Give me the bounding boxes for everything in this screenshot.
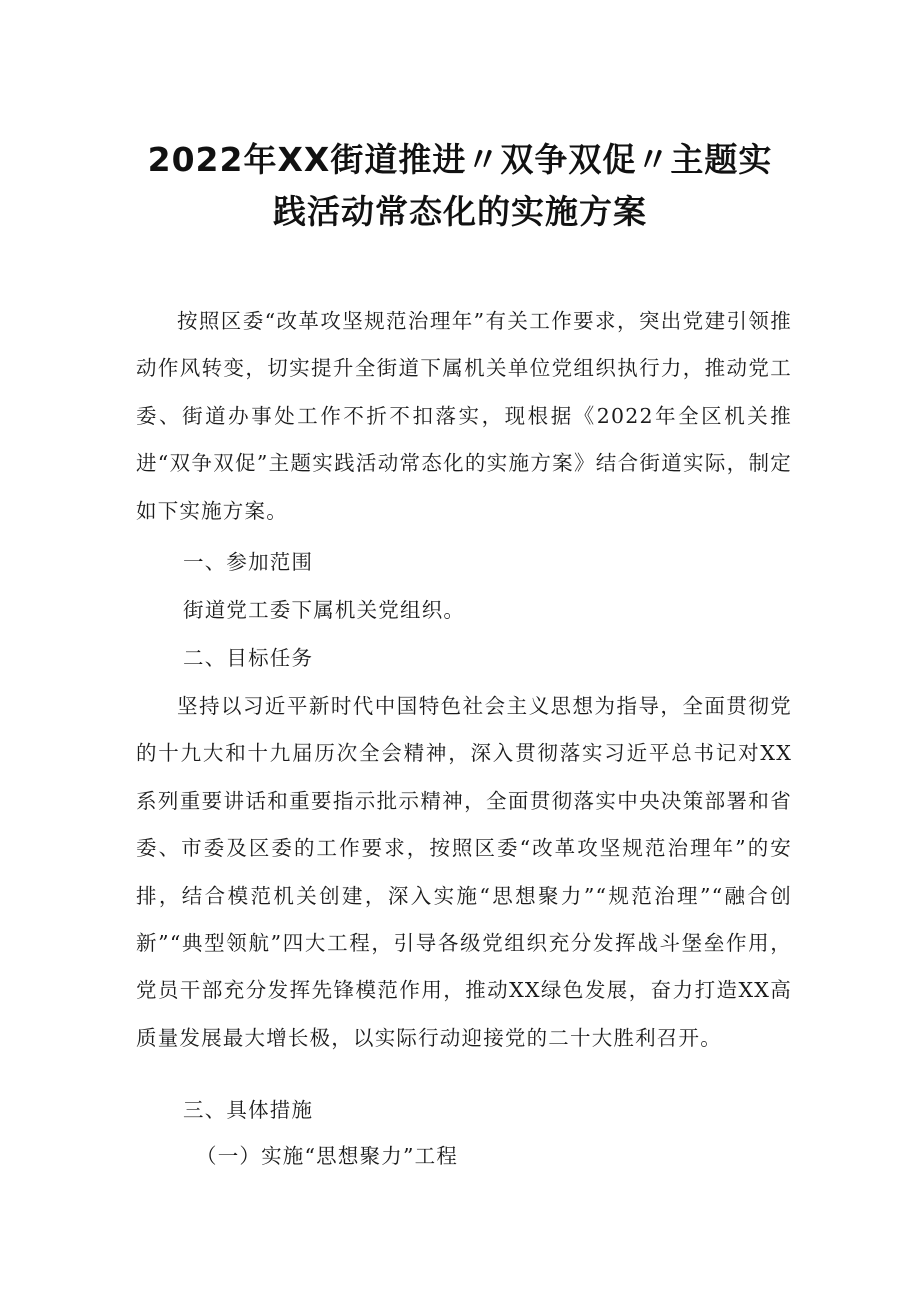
section-2-body: 坚持以习近平新时代中国特色社会主义思想为指导，全面贯彻党的十九大和十九届历次全会精神，深入贯彻落实习近平总书记对XX系列重要讲话和重要指示批示精神，全面贯彻落实中央决策部署和省委、市委及区委的工作要求，按照区委“改革攻坚规范治理年”的安排，结合模范机关创建，深入实施“思想聚力”“规范治理”“融合创新”“典型领航”四大工程，引导各级党组织充分发挥战斗堡垒作用，党员干部充分发挥先锋模范作用，推动XX绿色发展，奋力打造XX高质量发展最大增长极，以实际行动迎接党的二十大胜利召开。 bbox=[136, 694, 792, 1050]
intro-paragraph: 按照区委“改革攻坚规范治理年”有关工作要求，突出党建引领推动作风转变，切实提升全街道下属机关单位党组织执行力，推动党工委、街道办事处工作不折不扣落实，现根据《2022年全区机关推进“双争双促”主题实践活动常态化的实施方案》结合街道实际，制定如下实施方案。 bbox=[136, 309, 792, 523]
subsection-1-heading: （一）实施“思想聚力”工程 bbox=[196, 1144, 459, 1168]
section-3-heading: 三、具体措施 bbox=[183, 1098, 314, 1122]
document-title-line-1: 2022年XX街道推进〃双争双促〃主题实 bbox=[147, 140, 773, 179]
section-1-heading: 一、参加范围 bbox=[183, 550, 314, 574]
section-2-heading: 二、目标任务 bbox=[183, 646, 314, 670]
section-1-body: 街道党工委下属机关党组织。 bbox=[183, 598, 466, 622]
document-title-line-2: 践活动常态化的实施方案 bbox=[273, 192, 647, 231]
